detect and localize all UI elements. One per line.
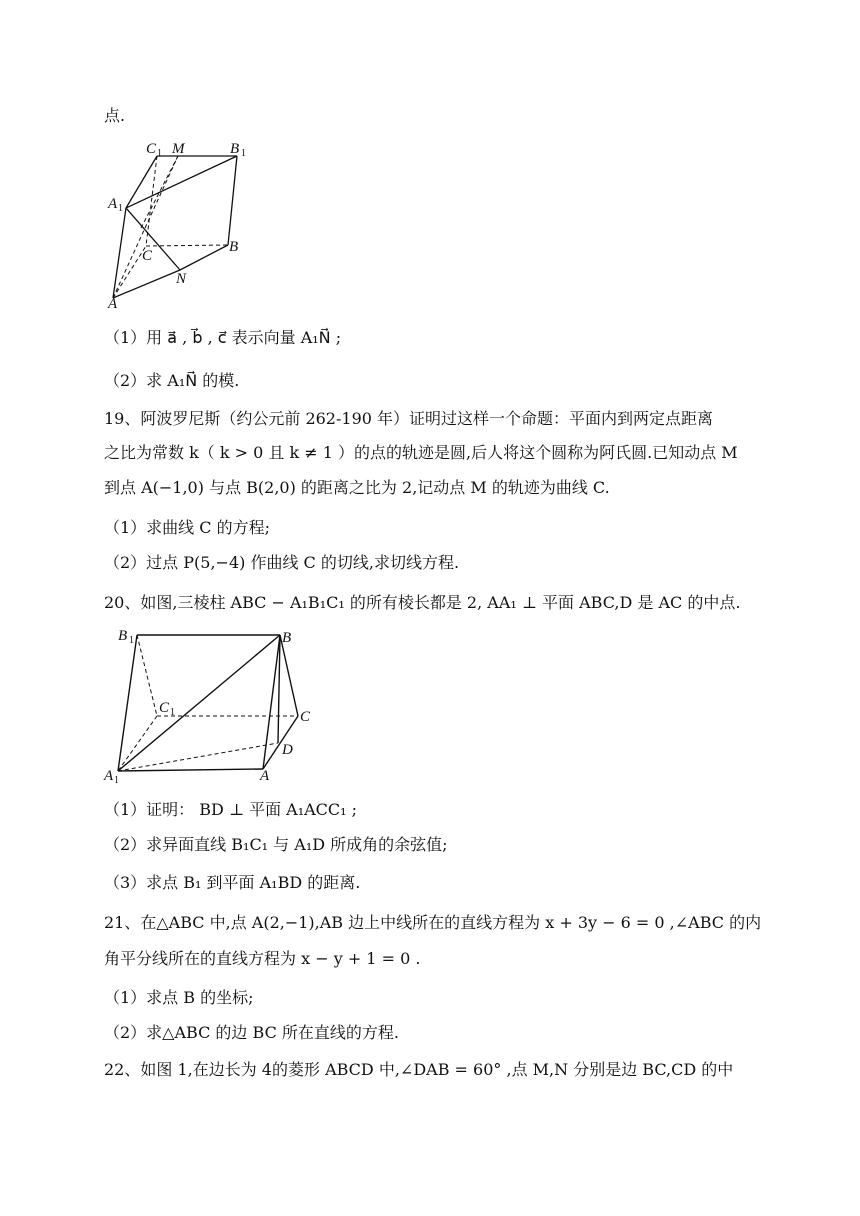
label-A1-sub: 1 <box>118 203 123 214</box>
text-line: （2）求△ABC 的边 BC 所在直线的方程. <box>104 1023 399 1042</box>
label-B: B <box>229 239 239 255</box>
text-line: 22、如图 1,在边长为 4的菱形 ABCD 中,∠DAB = 60° ,点 M,N 分别是边 BC,CD 的中 <box>104 1060 734 1079</box>
text-line: （2）过点 P(5,−4) 作曲线 C 的切线,求切线方程. <box>104 553 460 572</box>
text-line: 之比为常数 k（ k > 0 且 k ≠ 1 ）的点的轨迹是圆,后人将这个圆称为阿氏圆.已知动点 M <box>104 443 738 462</box>
text-line: 角平分线所在的直线方程为 x − y + 1 = 0 . <box>104 949 421 968</box>
figure-triangular-prism <box>100 624 330 784</box>
label-C1: C <box>146 141 157 157</box>
text-line: （1）证明： BD ⊥ 平面 A₁ACC₁ ; <box>104 800 358 819</box>
label-C: C <box>300 709 311 725</box>
label-C1-sub: 1 <box>157 148 162 159</box>
text-line: 点. <box>104 106 126 125</box>
label-B: B <box>282 630 292 646</box>
label-B1: B <box>118 628 128 644</box>
text-line: （1）用 a⃗ , b⃗ , c⃗ 表示向量 A₁N⃗ ; <box>104 328 342 347</box>
text-line: 到点 A(−1,0) 与点 B(2,0) 的距离之比为 2,记动点 M 的轨迹为曲线 C. <box>104 478 610 497</box>
label-N: N <box>176 271 187 287</box>
label-A: A <box>260 768 270 784</box>
label-C1-sub: 1 <box>170 707 175 718</box>
figure-parallelepiped <box>100 138 260 312</box>
label-A1: A <box>108 196 118 212</box>
text-line: 20、如图,三棱柱 ABC − A₁B₁C₁ 的所有棱长都是 2, AA₁ ⊥ 平面 ABC,D 是 AC 的中点. <box>104 593 741 612</box>
text-line: （2）求 A₁N⃗ 的模. <box>104 371 240 390</box>
label-B1: B <box>230 141 240 157</box>
label-A: A <box>108 296 118 312</box>
label-C1: C <box>159 700 170 716</box>
label-B1-sub: 1 <box>129 635 134 646</box>
label-B1-sub: 1 <box>241 148 246 159</box>
text-line: 21、在△ABC 中,点 A(2,−1),AB 边上中线所在的直线方程为 x + 3y − 6 = 0 ,∠ABC 的内 <box>104 913 762 932</box>
text-line: （1）求点 B 的坐标; <box>104 988 254 1007</box>
text-line: （1）求曲线 C 的方程; <box>104 518 270 537</box>
label-C: C <box>142 248 153 264</box>
text-line: （2）求异面直线 B₁C₁ 与 A₁D 所成角的余弦值; <box>104 835 448 854</box>
label-A1-sub: 1 <box>114 775 119 786</box>
text-line: （3）求点 B₁ 到平面 A₁BD 的距离. <box>104 873 361 892</box>
text-line: 19、阿波罗尼斯（约公元前 262-190 年）证明过这样一个命题：平面内到两定点距离 <box>104 409 714 428</box>
label-A1: A <box>104 768 114 784</box>
label-M: M <box>172 141 185 157</box>
label-D: D <box>282 742 293 758</box>
